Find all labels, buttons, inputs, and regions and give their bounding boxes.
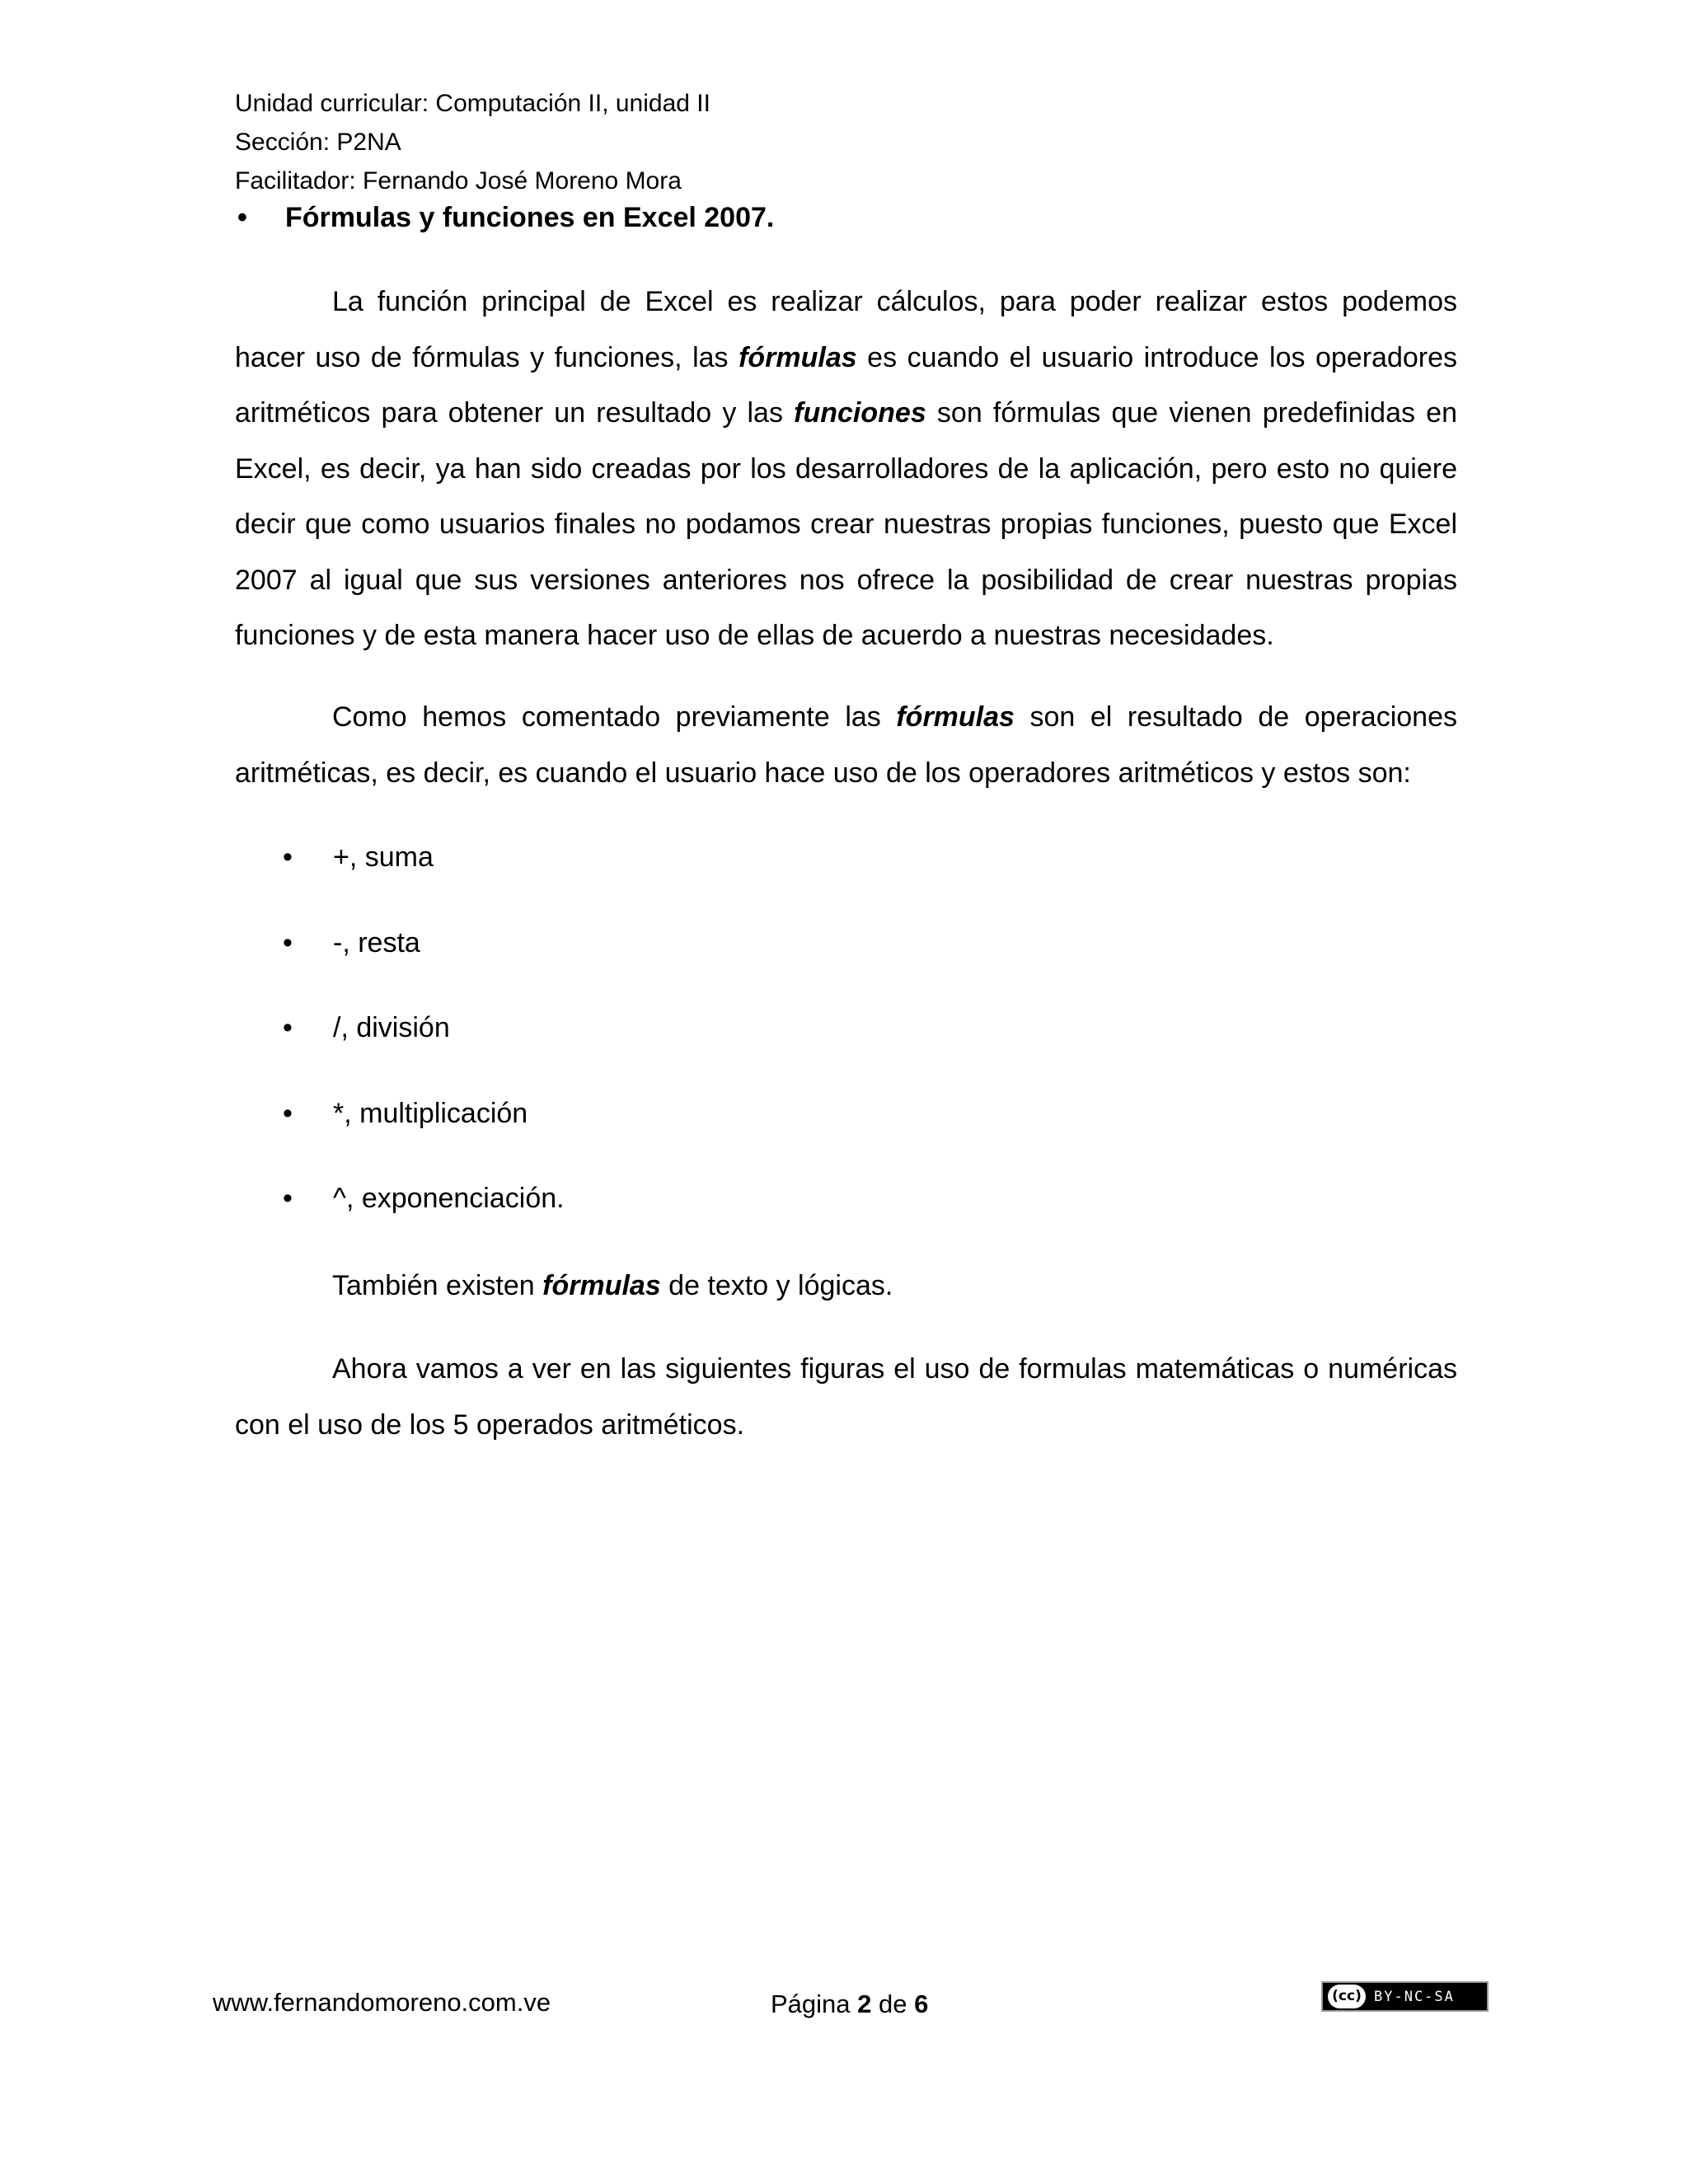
emphasis-formulas: fórmulas [542, 1270, 661, 1301]
operator-resta: -, resta [333, 926, 420, 958]
section-title [237, 202, 774, 234]
paragraph-intro-text-2: es cuando el usuario introduce los operadores aritméticos para obtener un resultado y las [235, 341, 1457, 429]
bullet-icon: • [237, 202, 247, 233]
paragraph-figures [235, 1342, 1457, 1453]
bullet-icon: • [283, 926, 293, 958]
footer-website-link[interactable]: www.fernandomoreno.com.ve [213, 1988, 551, 2017]
list-item [283, 1086, 565, 1172]
page-label: Página [771, 1990, 858, 2018]
bullet-icon: • [283, 1183, 293, 1214]
bullet-icon: • [283, 1012, 293, 1043]
cc-icon: (cc) [1328, 1985, 1366, 2008]
operator-division: /, división [333, 1012, 450, 1043]
paragraph-tambien [332, 1258, 893, 1314]
tambien-text-2: de texto y lógicas. [660, 1270, 893, 1301]
section-title-text: Fórmulas y funciones en Excel 2007. [285, 202, 775, 233]
paragraph-intro-text-3: son fórmulas que vienen predefinidas en Excel, es decir, ya han sido creadas por los desarrolladores de la aplicación, pero esto no quiere decir que como usuarios finales no podamos crear nuestras propias funciones, puesto que Excel 2007 al igual que sus versiones anteriores nos ofrece la posibilidad de crear nuestras propias funciones y de esta manera hacer uso de ellas de acuerdo a nuestras necesidades. [235, 397, 1457, 651]
footer-page-number [771, 1990, 928, 2019]
paragraph-operators-text-1: Como hemos comentado previamente las [332, 701, 897, 733]
paragraph-intro-text-1: La función principal de Excel es realizar cálculos, para poder realizar estos podemos hacer uso de fórmulas y funciones, las [235, 286, 1457, 373]
bullet-icon: • [283, 841, 293, 873]
operator-suma: +, suma [333, 841, 434, 873]
page-current: 2 [857, 1990, 872, 2018]
paragraph-figures-text: Ahora vamos a ver en las siguientes figuras el uso de formulas matemáticas o numéricas con el uso de los 5 operados aritméticos. [235, 1353, 1457, 1441]
paragraph-operators-text-2: son el resultado de operaciones aritméticas, es decir, es cuando el usuario hace uso de los operadores aritméticos y estos son: [235, 701, 1457, 789]
paragraph-intro [235, 274, 1457, 664]
creative-commons-license-badge[interactable] [1321, 1981, 1489, 2012]
cc-license-terms: BY-NC-SA [1374, 1988, 1455, 2005]
bullet-icon: • [283, 1097, 293, 1129]
operator-exponenciacion: ^, exponenciación. [333, 1183, 565, 1214]
header-unidad: Unidad curricular: Computación II, unidad II [235, 90, 710, 117]
tambien-text-1: También existen [332, 1270, 543, 1301]
list-item [283, 830, 565, 916]
list-item [283, 1001, 565, 1086]
emphasis-formulas: fórmulas [896, 701, 1015, 733]
emphasis-funciones: funciones [794, 397, 926, 429]
list-item [283, 1171, 565, 1257]
header-seccion: Sección: P2NA [235, 129, 401, 156]
page-header [235, 84, 710, 200]
header-facilitador: Facilitador: Fernando José Moreno Mora [235, 167, 682, 194]
operator-multiplicacion: *, multiplicación [333, 1097, 528, 1129]
operators-list [283, 830, 565, 1257]
list-item [283, 916, 565, 1001]
page-separator: de [871, 1990, 915, 2018]
emphasis-formulas: fórmulas [738, 341, 857, 373]
page-total: 6 [914, 1990, 929, 2018]
paragraph-operators-intro [235, 690, 1457, 801]
